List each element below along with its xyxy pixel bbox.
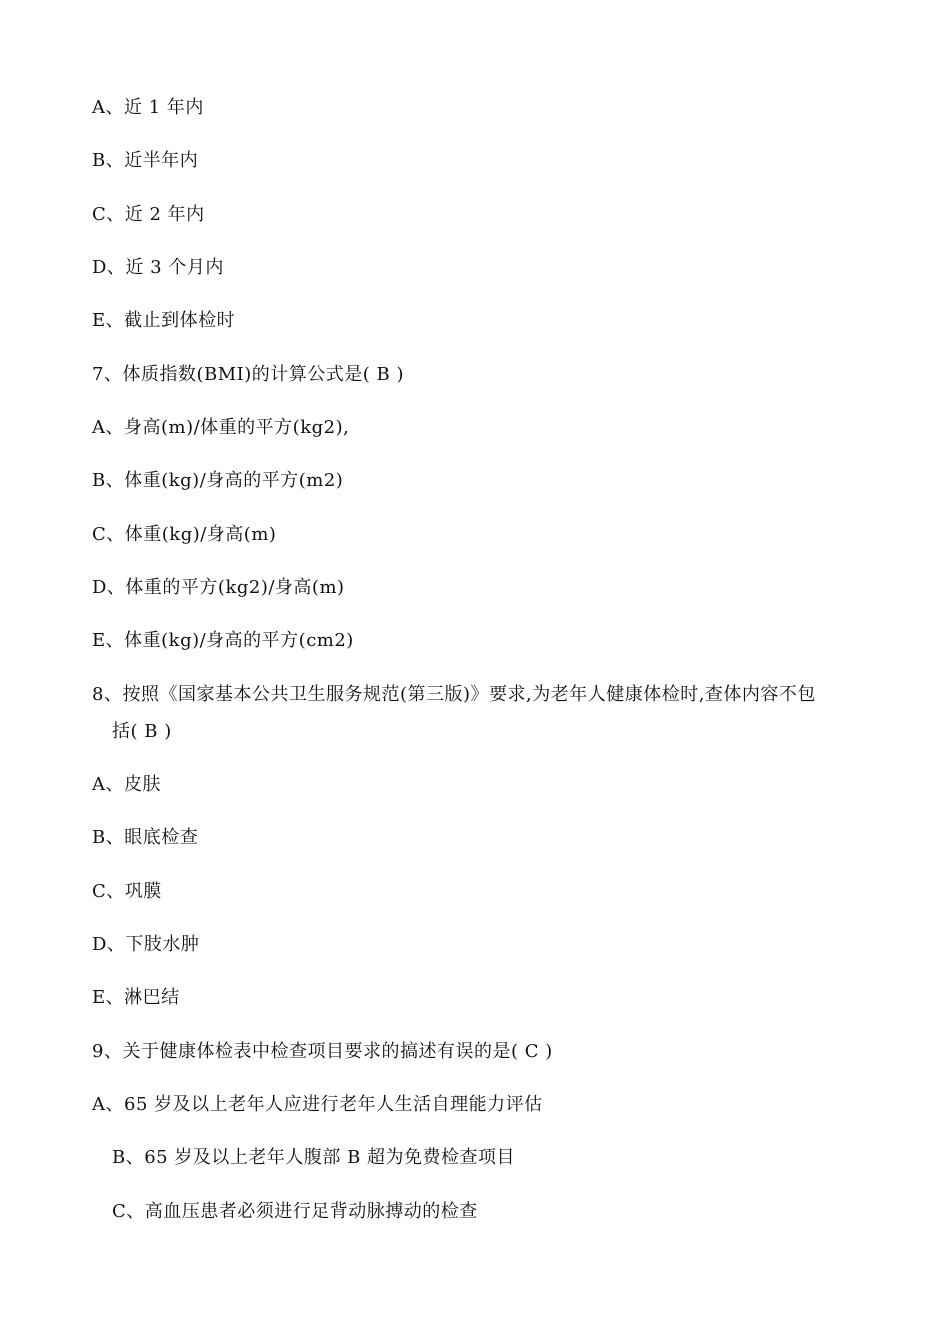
- question-7: 7、体质指数(BMI)的计算公式是( B ): [92, 364, 404, 385]
- q7-option-a: A、身高(m)/体重的平方(kg2),: [92, 417, 350, 438]
- q8-option-c: C、巩膜: [92, 881, 162, 902]
- q8-option-e: E、淋巴结: [92, 987, 180, 1008]
- option-e-line: E、截止到体检时: [92, 310, 236, 331]
- option-a-line: A、近 1 年内: [92, 97, 204, 118]
- option-b-line: B、近半年内: [92, 150, 199, 171]
- question-8-continued: 括( B ): [112, 721, 172, 742]
- q9-option-c: C、高血压患者必须进行足背动脉搏动的检查: [112, 1201, 478, 1222]
- q9-option-a: A、65 岁及以上老年人应进行老年人生活自理能力评估: [92, 1094, 543, 1115]
- q9-option-b: B、65 岁及以上老年人腹部 B 超为免费检查项目: [112, 1147, 516, 1168]
- q8-option-b: B、眼底检查: [92, 827, 199, 848]
- option-c-line: C、近 2 年内: [92, 204, 205, 225]
- option-d-line: D、近 3 个月内: [92, 257, 224, 278]
- q7-option-d: D、体重的平方(kg2)/身高(m): [92, 577, 345, 598]
- q7-option-b: B、体重(kg)/身高的平方(m2): [92, 470, 344, 491]
- q7-option-e: E、体重(kg)/身高的平方(cm2): [92, 630, 354, 651]
- q8-option-a: A、皮肤: [92, 774, 161, 795]
- question-9: 9、关于健康体检表中检查项目要求的搞述有误的是( C ): [92, 1041, 553, 1062]
- q7-option-c: C、体重(kg)/身高(m): [92, 524, 277, 545]
- question-8: 8、按照《国家基本公共卫生服务规范(第三版)》要求,为老年人健康体检时,查体内容不包: [92, 684, 816, 705]
- q8-option-d: D、下肢水肿: [92, 934, 200, 955]
